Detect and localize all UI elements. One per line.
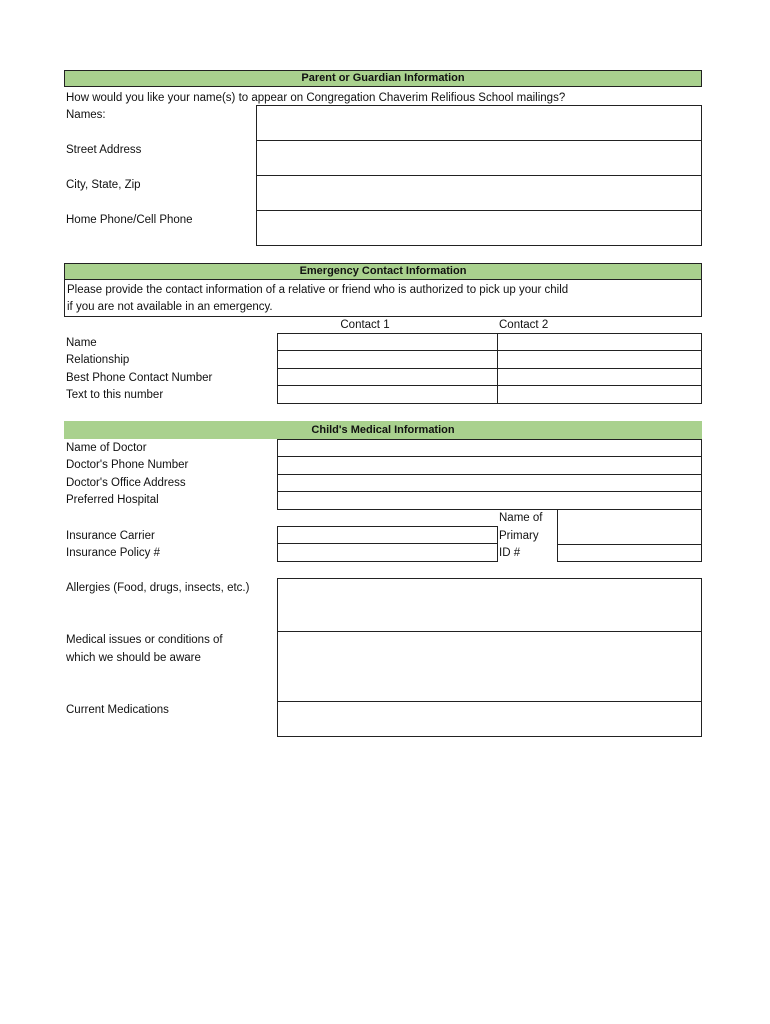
- insurance-policy-field[interactable]: [277, 543, 498, 562]
- contact1-text-field[interactable]: [277, 385, 498, 404]
- preferred-hospital-label: Preferred Hospital: [66, 494, 159, 506]
- primary-id-label: ID #: [499, 547, 521, 559]
- doctor-name-field[interactable]: [277, 439, 702, 457]
- primary-name-label-line2: Primary: [499, 530, 539, 542]
- contact1-phone-field[interactable]: [277, 368, 498, 386]
- contact2-phone-field[interactable]: [497, 368, 702, 386]
- emergency-intro-line1: Please provide the contact information of a relative or friend who is authorized to pick up your child: [67, 284, 569, 296]
- city-state-zip-field[interactable]: [256, 175, 702, 211]
- mailing-name-question: How would you like your name(s) to appear on Congregation Chaverim Relifious School mailings?: [66, 92, 566, 104]
- preferred-hospital-field[interactable]: [277, 491, 702, 510]
- doctor-phone-field[interactable]: [277, 456, 702, 475]
- primary-name-label-line1: Name of: [499, 512, 543, 524]
- insurance-policy-label: Insurance Policy #: [66, 547, 160, 559]
- doctor-address-label: Doctor's Office Address: [66, 477, 186, 489]
- names-field[interactable]: [256, 105, 702, 141]
- street-address-label: Street Address: [66, 144, 142, 156]
- emergency-relationship-label: Relationship: [66, 354, 130, 366]
- medications-label: Current Medications: [66, 704, 169, 716]
- medications-field[interactable]: [277, 701, 702, 737]
- allergies-label: Allergies (Food, drugs, insects, etc.): [66, 582, 250, 594]
- contact1-name-field[interactable]: [277, 333, 498, 351]
- emergency-phone-label: Best Phone Contact Number: [66, 372, 213, 384]
- allergies-field[interactable]: [277, 578, 702, 632]
- doctor-name-label: Name of Doctor: [66, 442, 147, 454]
- contact2-header: Contact 2: [499, 319, 549, 331]
- city-state-zip-label: City, State, Zip: [66, 179, 141, 191]
- doctor-phone-label: Doctor's Phone Number: [66, 459, 189, 471]
- contact2-relationship-field[interactable]: [497, 350, 702, 369]
- insurance-carrier-label: Insurance Carrier: [66, 530, 155, 542]
- medical-issues-field[interactable]: [277, 631, 702, 702]
- emergency-intro-line2: if you are not available in an emergency.: [67, 301, 273, 313]
- contact1-relationship-field[interactable]: [277, 350, 498, 369]
- emergency-intro-box: [64, 279, 702, 317]
- parent-section-header: Parent or Guardian Information: [64, 70, 702, 87]
- phone-label: Home Phone/Cell Phone: [66, 214, 193, 226]
- contact2-name-field[interactable]: [497, 333, 702, 351]
- medical-section-header: Child's Medical Information: [64, 421, 702, 439]
- emergency-name-label: Name: [66, 337, 97, 349]
- names-label: Names:: [66, 109, 106, 121]
- primary-id-field[interactable]: [557, 544, 702, 562]
- contact1-header: Contact 1: [340, 319, 390, 331]
- medical-issues-label-line1: Medical issues or conditions of: [66, 634, 223, 646]
- phone-field[interactable]: [256, 210, 702, 246]
- street-address-field[interactable]: [256, 140, 702, 176]
- medical-issues-label-line2: which we should be aware: [66, 652, 201, 664]
- emergency-text-label: Text to this number: [66, 389, 164, 401]
- doctor-address-field[interactable]: [277, 474, 702, 492]
- contact2-text-field[interactable]: [497, 385, 702, 404]
- emergency-section-header: Emergency Contact Information: [64, 263, 702, 280]
- insurance-carrier-field[interactable]: [277, 526, 498, 544]
- primary-name-field[interactable]: [557, 509, 702, 545]
